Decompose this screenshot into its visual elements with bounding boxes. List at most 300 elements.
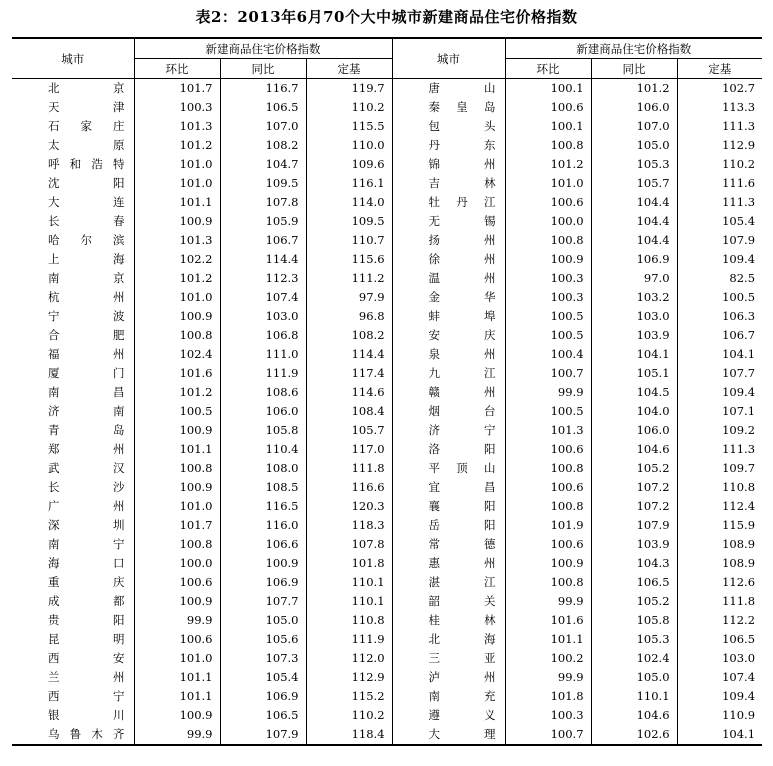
- cell-yoy-right: 97.0: [591, 269, 677, 288]
- cell-mom-right: 101.3: [505, 421, 591, 440]
- cell-mom-left: 100.5: [134, 402, 220, 421]
- cell-mom-right: 100.6: [505, 535, 591, 554]
- cell-city-right: 温州: [392, 269, 505, 288]
- cell-yoy-right: 106.0: [591, 98, 677, 117]
- cell-base-left: 109.6: [306, 155, 392, 174]
- cell-yoy-left: 106.7: [220, 231, 306, 250]
- cell-mom-right: 101.8: [505, 687, 591, 706]
- cell-base-right: 109.4: [722, 689, 756, 703]
- cell-yoy-left: 105.4: [220, 668, 306, 687]
- cell-mom-left: 101.2: [134, 269, 220, 288]
- cell-base-left: 120.3: [306, 497, 392, 516]
- cell-mom-left: 100.8: [134, 326, 220, 345]
- cell-city-right: 牡丹江: [392, 193, 505, 212]
- cell-base-right: 110.8: [722, 480, 756, 494]
- cell-city-left: 石家庄: [12, 117, 134, 136]
- cell-city-left: 福州: [12, 345, 134, 364]
- cell-mom-left: 101.6: [134, 364, 220, 383]
- cell-yoy-right: 105.1: [591, 364, 677, 383]
- cell-city-left: 贵阳: [12, 611, 134, 630]
- table-row: [12, 478, 762, 497]
- cell-base-left: 111.8: [306, 459, 392, 478]
- cell-city-left: 海口: [12, 554, 134, 573]
- cell-city-right: 常德: [392, 535, 505, 554]
- table-row: [12, 611, 762, 630]
- cell-base-left: 110.0: [306, 136, 392, 155]
- table-row: [12, 383, 762, 402]
- cell-city-right: 蚌埠: [392, 307, 505, 326]
- cell-mom-left: 102.4: [134, 345, 220, 364]
- cell-yoy-right: 104.4: [591, 212, 677, 231]
- table-row: [12, 193, 762, 212]
- cell-yoy-right: 107.0: [591, 117, 677, 136]
- cell-mom-right: 100.0: [505, 212, 591, 231]
- cell-city-left: 厦门: [12, 364, 134, 383]
- cell-city-left: 呼和浩特: [12, 155, 134, 174]
- cell-base-right: 107.4: [722, 670, 756, 684]
- table-row: [12, 516, 762, 535]
- cell-yoy-left: 107.7: [220, 592, 306, 611]
- cell-base-left: 118.3: [306, 516, 392, 535]
- header-group-right: 新建商品住宅价格指数: [505, 38, 762, 59]
- cell-yoy-right: 105.0: [591, 136, 677, 155]
- table-row: [12, 345, 762, 364]
- cell-mom-right: 100.9: [505, 554, 591, 573]
- table-row: [12, 212, 762, 231]
- cell-city-right: 宜昌: [392, 478, 505, 497]
- cell-city-right: 北海: [392, 630, 505, 649]
- cell-yoy-left: 105.9: [220, 212, 306, 231]
- cell-base-left: 116.6: [306, 478, 392, 497]
- cell-mom-right: 101.1: [505, 630, 591, 649]
- cell-city-left: 乌鲁木齐: [12, 725, 134, 745]
- cell-mom-right: 101.6: [505, 611, 591, 630]
- table-body: [12, 79, 762, 746]
- cell-city-left: 深圳: [12, 516, 134, 535]
- cell-yoy-right: 104.3: [591, 554, 677, 573]
- cell-city-left: 重庆: [12, 573, 134, 592]
- cell-yoy-right: 101.2: [591, 79, 677, 99]
- cell-mom-left: 101.1: [134, 668, 220, 687]
- cell-city-left: 长春: [12, 212, 134, 231]
- cell-yoy-left: 109.5: [220, 174, 306, 193]
- cell-mom-right: 99.9: [505, 383, 591, 402]
- table-row: [12, 288, 762, 307]
- cell-mom-right: 101.0: [505, 174, 591, 193]
- cell-city-left: 北京: [12, 79, 134, 99]
- cell-yoy-right: 104.0: [591, 402, 677, 421]
- table-title: 表2：2013年6月70个大中城市新建商品住宅价格指数: [195, 8, 578, 26]
- cell-city-right: 南充: [392, 687, 505, 706]
- cell-yoy-left: 108.2: [220, 136, 306, 155]
- cell-mom-left: 101.0: [134, 649, 220, 668]
- cell-mom-right: 100.6: [505, 98, 591, 117]
- cell-mom-right: 100.6: [505, 440, 591, 459]
- table-row: [12, 649, 762, 668]
- cell-base-left: 101.8: [306, 554, 392, 573]
- cell-yoy-left: 106.5: [220, 706, 306, 725]
- table-row: [12, 706, 762, 725]
- cell-base-right: 107.9: [722, 233, 756, 247]
- cell-base-left: 115.6: [306, 250, 392, 269]
- cell-city-left: 上海: [12, 250, 134, 269]
- cell-city-right: 包头: [392, 117, 505, 136]
- cell-city-right: 平顶山: [392, 459, 505, 478]
- cell-yoy-left: 108.0: [220, 459, 306, 478]
- table-row: [12, 155, 762, 174]
- cell-city-right: 桂林: [392, 611, 505, 630]
- cell-base-left: 108.2: [306, 326, 392, 345]
- cell-mom-right: 100.8: [505, 459, 591, 478]
- cell-base-left: 114.6: [306, 383, 392, 402]
- cell-yoy-left: 106.6: [220, 535, 306, 554]
- table-row: [12, 136, 762, 155]
- cell-base-right: 104.1: [677, 725, 762, 745]
- cell-mom-left: 102.2: [134, 250, 220, 269]
- cell-base-right: 106.3: [722, 309, 756, 323]
- cell-city-left: 杭州: [12, 288, 134, 307]
- cell-base-left: 110.2: [306, 706, 392, 725]
- cell-base-left: 119.7: [306, 79, 392, 99]
- cell-city-right: 大理: [392, 725, 505, 745]
- cell-base-right: 108.9: [722, 556, 756, 570]
- cell-yoy-right: 102.6: [591, 725, 677, 745]
- cell-city-right: 岳阳: [392, 516, 505, 535]
- cell-base-left: 117.4: [306, 364, 392, 383]
- cell-mom-right: 100.1: [505, 79, 591, 99]
- cell-base-right: 111.8: [722, 594, 756, 608]
- cell-city-right: 三亚: [392, 649, 505, 668]
- cell-base-right: 105.4: [722, 214, 756, 228]
- table-row: [12, 269, 762, 288]
- cell-yoy-right: 104.6: [591, 440, 677, 459]
- cell-yoy-right: 110.1: [591, 687, 677, 706]
- cell-city-right: 丹东: [392, 136, 505, 155]
- cell-mom-left: 101.0: [134, 288, 220, 307]
- cell-city-left: 济南: [12, 402, 134, 421]
- cell-yoy-right: 105.3: [591, 155, 677, 174]
- table-row: [12, 440, 762, 459]
- table-row: [12, 725, 762, 745]
- cell-base-right: 102.7: [722, 81, 756, 95]
- cell-mom-left: 101.0: [134, 174, 220, 193]
- cell-mom-right: 100.8: [505, 497, 591, 516]
- cell-yoy-left: 107.3: [220, 649, 306, 668]
- cell-base-right: 100.5: [722, 290, 756, 304]
- cell-mom-right: 100.3: [505, 288, 591, 307]
- table-row: [12, 364, 762, 383]
- cell-mom-left: 100.6: [134, 573, 220, 592]
- cell-city-right: 洛阳: [392, 440, 505, 459]
- cell-yoy-right: 104.4: [591, 231, 677, 250]
- cell-base-left: 107.8: [306, 535, 392, 554]
- cell-yoy-right: 107.9: [591, 516, 677, 535]
- table-row: [12, 231, 762, 250]
- cell-city-right: 泉州: [392, 345, 505, 364]
- cell-base-right: 110.2: [722, 157, 756, 171]
- cell-mom-right: 100.5: [505, 326, 591, 345]
- cell-mom-left: 101.3: [134, 117, 220, 136]
- cell-city-left: 天津: [12, 98, 134, 117]
- cell-yoy-right: 106.0: [591, 421, 677, 440]
- cell-yoy-left: 105.8: [220, 421, 306, 440]
- cell-mom-right: 100.1: [505, 117, 591, 136]
- cell-city-right: 吉林: [392, 174, 505, 193]
- cell-base-right: 106.7: [722, 328, 756, 342]
- cell-yoy-left: 111.9: [220, 364, 306, 383]
- cell-base-left: 118.4: [306, 725, 392, 745]
- cell-base-right: 112.6: [722, 575, 756, 589]
- cell-yoy-left: 106.0: [220, 402, 306, 421]
- cell-mom-left: 100.6: [134, 630, 220, 649]
- cell-city-left: 南宁: [12, 535, 134, 554]
- cell-city-left: 南京: [12, 269, 134, 288]
- cell-base-left: 105.7: [306, 421, 392, 440]
- cell-yoy-left: 107.0: [220, 117, 306, 136]
- table-row: [12, 687, 762, 706]
- header-yoy-right: 同比: [591, 59, 677, 79]
- cell-yoy-right: 103.9: [591, 326, 677, 345]
- cell-city-right: 湛江: [392, 573, 505, 592]
- cell-yoy-left: 116.7: [220, 79, 306, 99]
- cell-yoy-right: 105.7: [591, 174, 677, 193]
- cell-base-left: 110.2: [306, 98, 392, 117]
- header-mom-right: 环比: [505, 59, 591, 79]
- header-base-left: 定基: [306, 59, 392, 79]
- cell-base-right: 113.3: [722, 100, 756, 114]
- cell-city-left: 广州: [12, 497, 134, 516]
- cell-base-right: 111.3: [722, 119, 756, 133]
- cell-base-right: 109.4: [722, 252, 756, 266]
- cell-mom-right: 99.9: [505, 668, 591, 687]
- cell-base-right: 112.9: [722, 138, 756, 152]
- cell-mom-right: 100.8: [505, 231, 591, 250]
- cell-mom-right: 100.5: [505, 307, 591, 326]
- cell-mom-left: 99.9: [134, 611, 220, 630]
- cell-yoy-left: 104.7: [220, 155, 306, 174]
- table-row: [12, 535, 762, 554]
- cell-city-left: 银川: [12, 706, 134, 725]
- cell-base-left: 110.1: [306, 573, 392, 592]
- cell-yoy-left: 100.9: [220, 554, 306, 573]
- cell-mom-right: 100.8: [505, 573, 591, 592]
- cell-city-right: 济宁: [392, 421, 505, 440]
- cell-mom-left: 101.0: [134, 155, 220, 174]
- cell-yoy-left: 111.0: [220, 345, 306, 364]
- cell-city-left: 兰州: [12, 668, 134, 687]
- cell-city-right: 无锡: [392, 212, 505, 231]
- cell-mom-left: 101.1: [134, 687, 220, 706]
- cell-base-left: 110.7: [306, 231, 392, 250]
- table-row: [12, 592, 762, 611]
- price-index-table: [12, 37, 762, 746]
- cell-mom-right: 100.5: [505, 402, 591, 421]
- cell-mom-right: 99.9: [505, 592, 591, 611]
- cell-base-right: 115.9: [722, 518, 756, 532]
- cell-yoy-right: 102.4: [591, 649, 677, 668]
- cell-base-right: 108.9: [722, 537, 756, 551]
- cell-yoy-left: 108.5: [220, 478, 306, 497]
- header-mom-left: 环比: [134, 59, 220, 79]
- cell-yoy-right: 103.0: [591, 307, 677, 326]
- cell-city-right: 泸州: [392, 668, 505, 687]
- cell-city-right: 遵义: [392, 706, 505, 725]
- table-row: [12, 554, 762, 573]
- cell-mom-left: 101.0: [134, 497, 220, 516]
- table-row: [12, 459, 762, 478]
- table-row: [12, 326, 762, 345]
- header-city-right: 城市: [392, 38, 505, 79]
- cell-base-right: 103.0: [722, 651, 756, 665]
- cell-mom-right: 100.2: [505, 649, 591, 668]
- cell-base-left: 117.0: [306, 440, 392, 459]
- cell-base-right: 111.6: [722, 176, 756, 190]
- cell-city-left: 大连: [12, 193, 134, 212]
- table-row: [12, 630, 762, 649]
- cell-city-left: 太原: [12, 136, 134, 155]
- cell-base-right: 109.7: [722, 461, 756, 475]
- cell-yoy-left: 107.9: [220, 725, 306, 745]
- table-row: [12, 421, 762, 440]
- cell-yoy-right: 104.4: [591, 193, 677, 212]
- cell-yoy-left: 107.8: [220, 193, 306, 212]
- cell-base-right: 111.3: [722, 195, 756, 209]
- cell-mom-left: 99.9: [134, 725, 220, 745]
- table-row: [12, 497, 762, 516]
- cell-city-left: 长沙: [12, 478, 134, 497]
- cell-mom-left: 100.9: [134, 421, 220, 440]
- cell-yoy-right: 107.2: [591, 478, 677, 497]
- cell-yoy-left: 108.6: [220, 383, 306, 402]
- cell-mom-right: 100.7: [505, 364, 591, 383]
- cell-base-left: 108.4: [306, 402, 392, 421]
- cell-city-left: 南昌: [12, 383, 134, 402]
- cell-mom-right: 100.9: [505, 250, 591, 269]
- cell-mom-left: 100.9: [134, 706, 220, 725]
- cell-mom-left: 101.1: [134, 440, 220, 459]
- cell-city-right: 金华: [392, 288, 505, 307]
- cell-base-left: 111.9: [306, 630, 392, 649]
- cell-yoy-right: 104.1: [591, 345, 677, 364]
- cell-mom-left: 100.9: [134, 592, 220, 611]
- table-row: [12, 402, 762, 421]
- cell-yoy-left: 116.5: [220, 497, 306, 516]
- cell-base-left: 109.5: [306, 212, 392, 231]
- cell-yoy-right: 104.5: [591, 383, 677, 402]
- cell-base-left: 110.8: [306, 611, 392, 630]
- cell-mom-left: 100.8: [134, 459, 220, 478]
- table-row: [12, 98, 762, 117]
- cell-base-right: 109.2: [722, 423, 756, 437]
- cell-city-right: 烟台: [392, 402, 505, 421]
- cell-mom-left: 101.2: [134, 136, 220, 155]
- cell-mom-right: 100.4: [505, 345, 591, 364]
- cell-yoy-left: 105.0: [220, 611, 306, 630]
- cell-yoy-left: 106.8: [220, 326, 306, 345]
- cell-city-right: 锦州: [392, 155, 505, 174]
- cell-yoy-left: 106.9: [220, 573, 306, 592]
- table-row: [12, 250, 762, 269]
- cell-mom-left: 101.1: [134, 193, 220, 212]
- cell-yoy-right: 103.9: [591, 535, 677, 554]
- cell-base-right: 111.3: [722, 442, 756, 456]
- cell-mom-left: 100.0: [134, 554, 220, 573]
- cell-mom-left: 100.9: [134, 212, 220, 231]
- cell-base-left: 114.0: [306, 193, 392, 212]
- cell-yoy-right: 104.6: [591, 706, 677, 725]
- cell-yoy-left: 106.9: [220, 687, 306, 706]
- cell-yoy-right: 105.0: [591, 668, 677, 687]
- cell-city-right: 惠州: [392, 554, 505, 573]
- cell-base-left: 114.4: [306, 345, 392, 364]
- cell-city-left: 宁波: [12, 307, 134, 326]
- table-row: [12, 174, 762, 193]
- cell-city-right: 秦皇岛: [392, 98, 505, 117]
- cell-base-left: 110.1: [306, 592, 392, 611]
- cell-city-left: 郑州: [12, 440, 134, 459]
- cell-city-left: 合肥: [12, 326, 134, 345]
- cell-yoy-right: 105.2: [591, 459, 677, 478]
- cell-yoy-left: 107.4: [220, 288, 306, 307]
- cell-base-left: 116.1: [306, 174, 392, 193]
- cell-mom-right: 101.2: [505, 155, 591, 174]
- cell-base-left: 111.2: [306, 269, 392, 288]
- header-base-right: 定基: [677, 59, 762, 79]
- cell-yoy-right: 105.2: [591, 592, 677, 611]
- cell-city-left: 昆明: [12, 630, 134, 649]
- table-row: [12, 573, 762, 592]
- cell-yoy-left: 116.0: [220, 516, 306, 535]
- cell-yoy-left: 114.4: [220, 250, 306, 269]
- cell-yoy-right: 107.2: [591, 497, 677, 516]
- cell-city-right: 赣州: [392, 383, 505, 402]
- cell-base-left: 112.9: [306, 668, 392, 687]
- cell-base-left: 115.2: [306, 687, 392, 706]
- cell-yoy-left: 103.0: [220, 307, 306, 326]
- cell-city-left: 成都: [12, 592, 134, 611]
- header-city-left: 城市: [12, 38, 134, 79]
- table-header: [12, 38, 762, 79]
- cell-base-right: 104.1: [722, 347, 756, 361]
- table-row: [12, 117, 762, 136]
- cell-city-left: 西宁: [12, 687, 134, 706]
- cell-base-right: 106.5: [722, 632, 756, 646]
- cell-yoy-left: 110.4: [220, 440, 306, 459]
- cell-city-left: 西安: [12, 649, 134, 668]
- cell-yoy-right: 103.2: [591, 288, 677, 307]
- cell-city-right: 襄阳: [392, 497, 505, 516]
- cell-yoy-right: 105.8: [591, 611, 677, 630]
- cell-mom-left: 101.7: [134, 516, 220, 535]
- cell-yoy-left: 112.3: [220, 269, 306, 288]
- cell-base-left: 112.0: [306, 649, 392, 668]
- cell-city-right: 徐州: [392, 250, 505, 269]
- cell-city-left: 武汉: [12, 459, 134, 478]
- cell-yoy-right: 106.5: [591, 573, 677, 592]
- cell-mom-right: 100.3: [505, 269, 591, 288]
- cell-city-left: 沈阳: [12, 174, 134, 193]
- cell-city-left: 哈尔滨: [12, 231, 134, 250]
- cell-yoy-left: 106.5: [220, 98, 306, 117]
- cell-mom-left: 100.3: [134, 98, 220, 117]
- cell-mom-right: 100.6: [505, 478, 591, 497]
- cell-mom-left: 100.8: [134, 535, 220, 554]
- cell-base-left: 97.9: [306, 288, 392, 307]
- cell-city-right: 安庆: [392, 326, 505, 345]
- cell-mom-left: 100.9: [134, 307, 220, 326]
- header-group-left: 新建商品住宅价格指数: [134, 38, 392, 59]
- cell-yoy-right: 106.9: [591, 250, 677, 269]
